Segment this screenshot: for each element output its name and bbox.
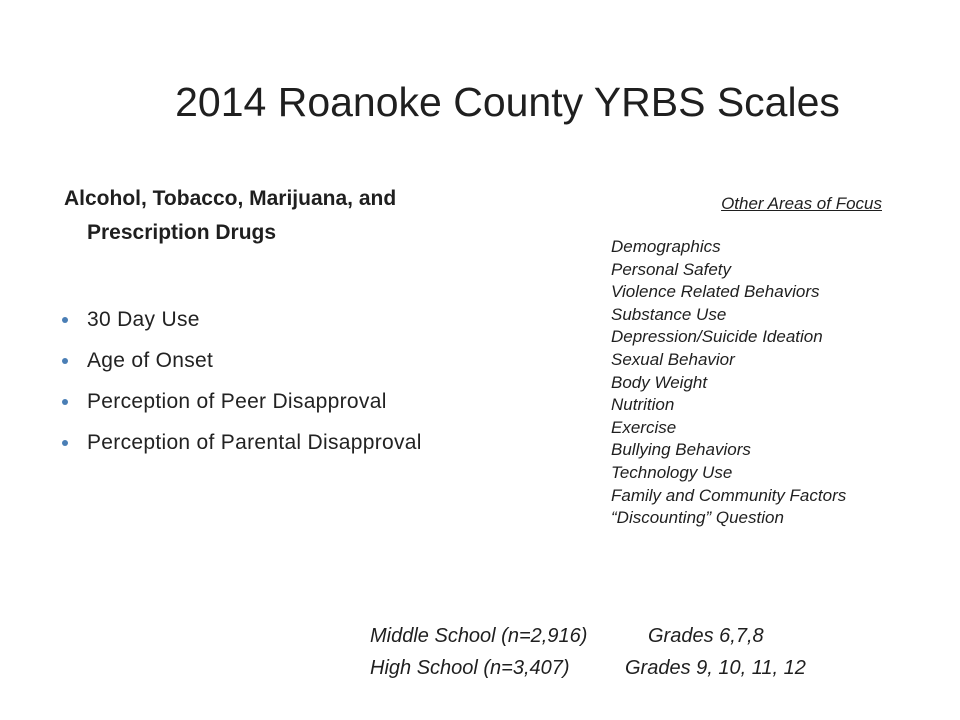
list-item: Family and Community Factors [611,485,847,505]
bullet-text: Perception of Peer Disapproval [87,390,387,413]
list-item [62,387,482,416]
list-item [62,428,482,457]
list-item: “Discounting” Question [611,508,784,528]
bullet-icon [62,440,68,446]
left-section-heading [64,182,504,250]
list-item: Bullying Behaviors [611,440,751,460]
bullet-icon [62,317,68,323]
high-school-row [370,652,890,684]
list-item: Depression/Suicide Ideation [611,327,823,347]
middle-school-row [370,620,890,652]
middle-school-grades: Grades 6,7,8 [648,625,764,647]
list-item [62,346,482,375]
middle-school-label: Middle School (n=2,916) [370,625,588,647]
list-item: Nutrition [611,395,675,415]
left-heading-line1: Alcohol, Tobacco, Marijuana, and [64,187,397,210]
bullet-text: 30 Day Use [87,308,200,331]
list-item: Personal Safety [611,259,732,279]
slide-title: 2014 Roanoke County YRBS Scales [175,79,840,125]
list-item: Exercise [611,417,677,437]
bullet-text: Perception of Parental Disapproval [87,431,422,454]
bullet-icon [62,399,68,405]
sample-footer [370,620,890,684]
other-areas-heading: Other Areas of Focus [721,194,882,213]
list-item: Sexual Behavior [611,349,735,369]
list-item: Demographics [611,237,721,256]
list-item: Technology Use [611,462,733,482]
list-item: Violence Related Behaviors [611,282,820,302]
other-areas-list [611,236,911,530]
high-school-grades: Grades 9, 10, 11, 12 [625,657,806,679]
list-item: Body Weight [611,372,708,392]
bullet-text: Age of Onset [87,349,214,372]
list-item: Substance Use [611,304,727,324]
list-item [62,305,482,334]
high-school-label: High School (n=3,407) [370,657,570,679]
bullet-icon [62,358,68,364]
left-heading-line2: Prescription Drugs [87,221,277,244]
scale-bullet-list [62,305,482,469]
